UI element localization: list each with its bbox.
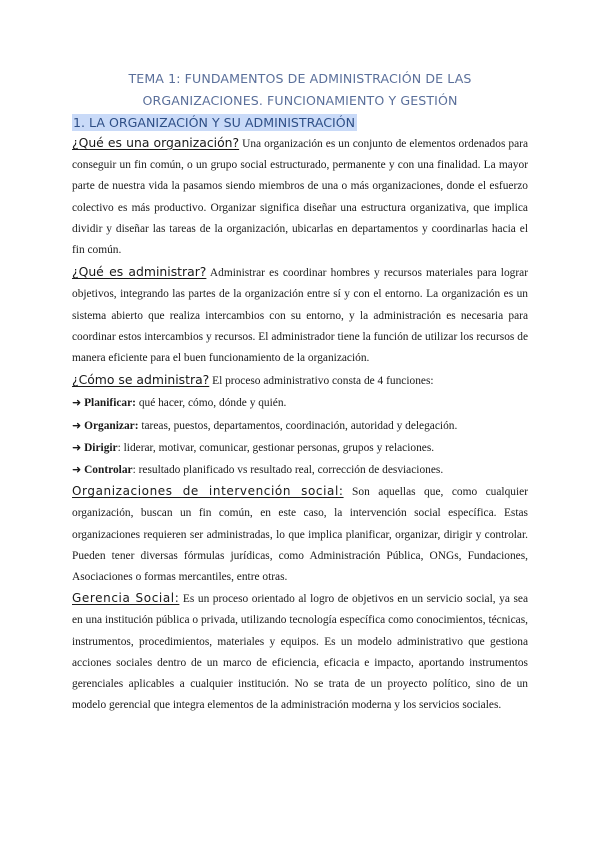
question-heading-como: ¿Cómo se administra? xyxy=(72,372,210,388)
function-term: Dirigir xyxy=(84,441,118,454)
arrow-icon: ➜ xyxy=(72,418,82,432)
document-title xyxy=(72,68,528,112)
paragraph-gerencia-social xyxy=(72,588,528,716)
arrow-icon: ➜ xyxy=(72,440,82,454)
section-heading: 1. LA ORGANIZACIÓN Y SU ADMINISTRACIÓN xyxy=(73,115,356,130)
function-term: Planificar: xyxy=(84,397,136,410)
functions-list xyxy=(72,392,528,481)
paragraph-administrar xyxy=(72,261,528,369)
paragraph-text: Es un proceso orientado al logro de objetivos en un servicio social, ya sea en una institución pública o privada, utilizando tecnología específica como conocimientos, técnicas, instrumentos, procedimientos, materiales y equipos. Es un modelo administrativo que gestiona acciones sociales dentro de un marco de eficiencia, eficacia e impacto, aportando instrumentos gerenciales aplicables a cualquier institución. No se trata de un proyecto político, sino de un modelo gerencial que integra elementos de la administración moderna y los servicios sociales. xyxy=(72,593,528,712)
list-item xyxy=(72,459,528,481)
paragraph-text: Administrar es coordinar hombres y recursos materiales para lograr objetivos, integrando las partes de la organización entre sí y con el entorno. La organización es un sistema abierto que realiza intercambios con su entorno, y la administración es necesaria para coordinar estos intercambios y recursos. El administrador tiene la función de utilizar los recursos de manera eficiente para el buen funcionamiento de la organización. xyxy=(72,267,529,365)
function-desc: : resultado planificado vs resultado real, corrección de desviaciones. xyxy=(132,464,444,477)
function-desc: tareas, puestos, departamentos, coordinación, autoridad y delegación. xyxy=(138,419,458,432)
paragraph-como-administra xyxy=(72,369,528,392)
function-desc: qué hacer, cómo, dónde y quién. xyxy=(135,397,287,410)
question-heading-organizacion: ¿Qué es una organización? xyxy=(72,135,240,150)
list-item xyxy=(72,392,528,414)
paragraph-text: Son aquellas que, como cualquier organización, buscan un fin común, en este caso, la intervención social específica. Estas organizaciones requieren ser administradas, lo que implica planificar, organizar, dirigir y controlar. Pueden tener diversas fórmulas jurídicas, como Administración Pública, ONGs, Fundaciones, Asociaciones o formas mercantiles, entre otras. xyxy=(72,486,528,584)
subheading-gerencia-social: Gerencia Social: xyxy=(72,591,180,606)
list-item xyxy=(72,415,528,437)
title-line-2: ORGANIZACIONES. FUNCIONAMIENTO Y GESTIÓN xyxy=(142,93,458,108)
subheading-intervencion-social: Organizaciones de intervención social: xyxy=(72,484,344,499)
paragraph-organizacion xyxy=(72,132,528,261)
function-term: Controlar xyxy=(84,464,133,477)
title-line-1: TEMA 1: FUNDAMENTOS DE ADMINISTRACIÓN DE LAS xyxy=(128,71,472,86)
paragraph-text: El proceso administrativo consta de 4 funciones: xyxy=(209,375,434,388)
paragraph-text: Una organización es un conjunto de elementos ordenados para conseguir un fin común, o un grupo social estructurado, permanente y con una finalidad. La mayor parte de nuestra vida la pasamos siendo miembros de una o más organizaciones, donde el esfuerzo colectivo es más productivo. Organizar significa diseñar una estructura organizativa, que implica dividir y diseñar las tareas de la organización, ubicarlas en departamentos y coordinarlas hacia el fin común. xyxy=(72,138,528,257)
paragraph-intervencion-social xyxy=(72,481,528,588)
arrow-icon: ➜ xyxy=(72,463,82,477)
list-item xyxy=(72,437,528,459)
function-desc: : liderar, motivar, comunicar, gestionar personas, grupos y relaciones. xyxy=(117,441,435,454)
question-heading-administrar: ¿Qué es administrar? xyxy=(72,264,207,280)
arrow-icon: ➜ xyxy=(72,396,82,410)
function-term: Organizar: xyxy=(84,419,139,432)
